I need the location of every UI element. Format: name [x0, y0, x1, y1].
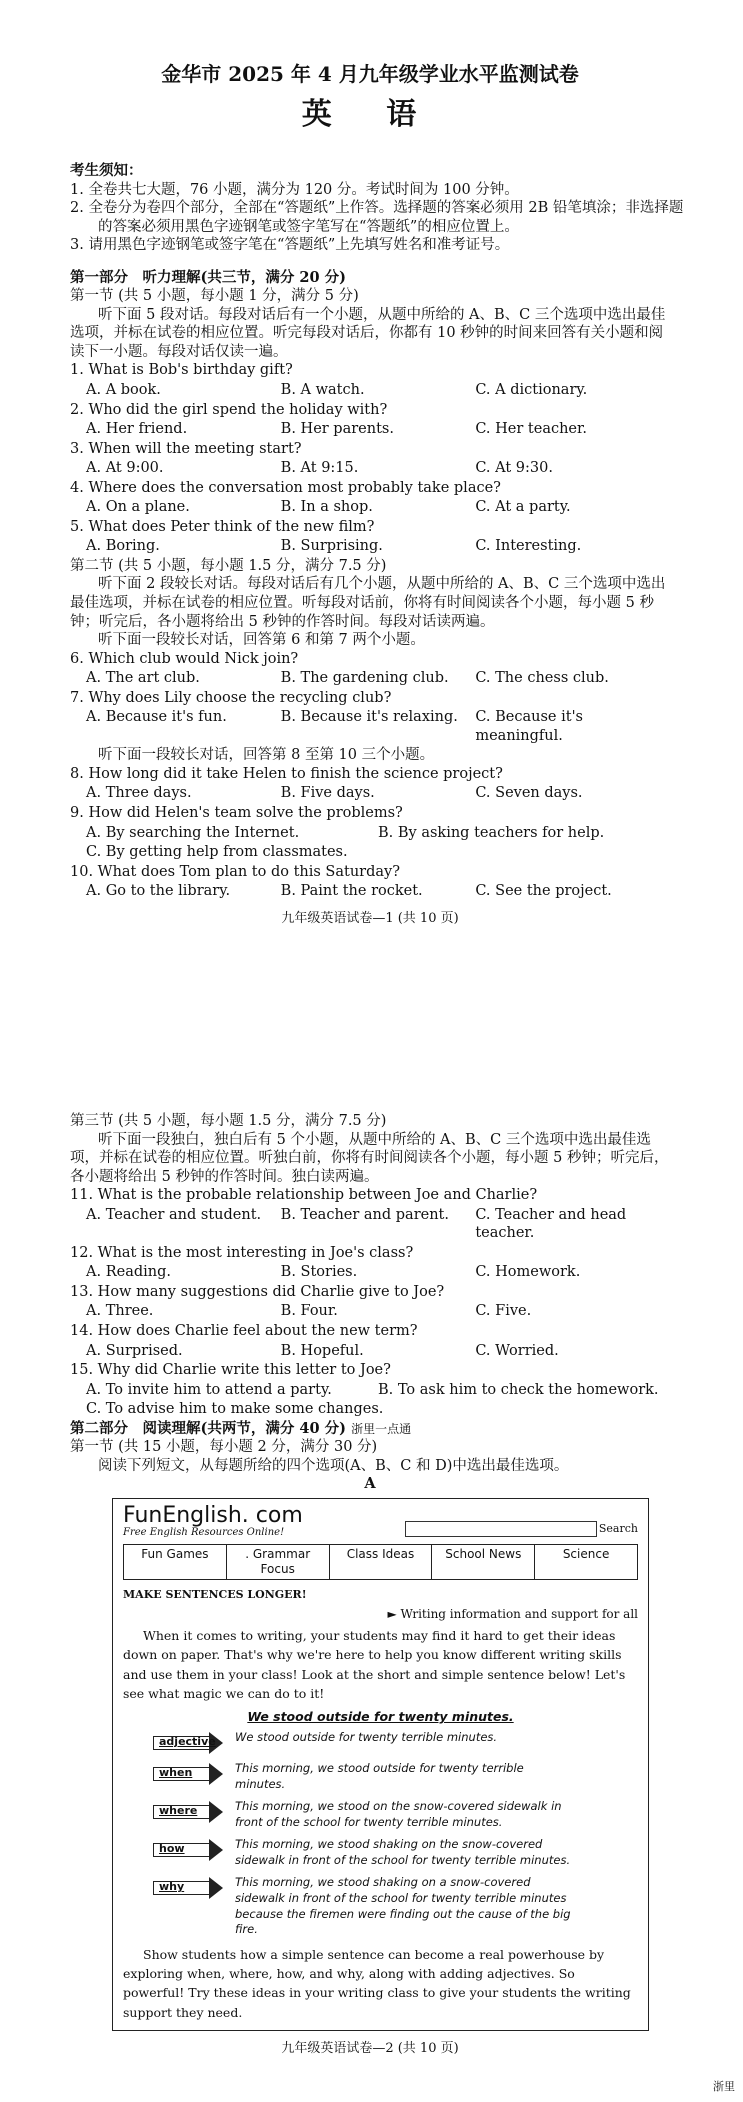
notice-line: 2. 全卷分为卷四个部分，全部在“答题纸”上作答。选择题的答案必须用 2B 铅笔填涂；非选择题: [70, 200, 684, 217]
option[interactable]: A. Three.: [86, 1303, 154, 1320]
option[interactable]: C. Seven days.: [475, 785, 583, 802]
option[interactable]: A. Her friend.: [86, 421, 188, 438]
option[interactable]: A. A book.: [86, 382, 161, 398]
nav-item-grammar-focus[interactable]: . Grammar Focus: [227, 1545, 330, 1580]
option[interactable]: B. Teacher and parent.: [280, 1206, 449, 1223]
step-label: why: [159, 1880, 185, 1894]
exam-page-2: [70, 1112, 670, 2058]
section1-instructions: 听下面 5 段对话。每段对话后有一个小题，从题中所给的 A、B、C 三个选项中选出最佳选项，并标在试卷的相应位置。听完每段对话后，你都有 10 秒钟的时间来回答有关小题和阅读下一小题。每段对话仅读一遍。: [70, 306, 666, 360]
step-sentence: This morning, we stood shaking on the snow-covered sidewalk in front of the school for twenty terrible minutes.: [235, 1837, 571, 1867]
section2-sub1: 听下面一段较长对话，回答第 6 和第 7 两个小题。: [98, 632, 425, 649]
question-item: [70, 804, 670, 862]
notice-line: 3. 请用黑色字迹钢笔或签字笔在“答题纸”上先填写姓名和准考证号。: [70, 237, 510, 254]
question-text: 13. How many suggestions did Charlie give to Joe?: [70, 1283, 445, 1300]
options: [86, 669, 670, 688]
question-text: 2. Who did the girl spend the holiday with?: [70, 401, 388, 418]
corner-mark: 浙里: [713, 2080, 735, 2093]
option[interactable]: A. On a plane.: [86, 499, 190, 516]
site-logo[interactable]: FunEnglish. com: [123, 1502, 303, 1528]
question-group-6-7: [70, 650, 670, 746]
site-tagline: Free English Resources Online!: [123, 1526, 285, 1538]
option[interactable]: A. Because it's fun.: [86, 709, 227, 726]
option[interactable]: B. Paint the rocket.: [280, 883, 423, 900]
question-item: [70, 518, 670, 556]
options: [86, 843, 670, 862]
question-group-11-14: [70, 1186, 670, 1360]
option[interactable]: A. At 9:00.: [86, 460, 164, 477]
options: [86, 1342, 670, 1361]
funenglish-passage: [112, 1498, 649, 2031]
options: [86, 537, 670, 556]
arrow-icon: [153, 1839, 225, 1861]
reading-section1-title: 第一节 (共 15 小题，每小题 2 分，满分 30 分): [70, 1439, 378, 1456]
reading-section1-instructions: 阅读下列短文，从每题所给的四个选项(A、B、C 和 D)中选出最佳选项。: [98, 1457, 569, 1474]
question-item: [70, 863, 670, 901]
question-text: 6. Which club would Nick join?: [70, 650, 299, 667]
question-item: [70, 1244, 670, 1282]
step-why: [153, 1875, 638, 1937]
option[interactable]: B. Hopeful.: [280, 1342, 364, 1359]
option[interactable]: C. To advise him to make some changes.: [86, 1401, 384, 1418]
arrow-icon: [153, 1732, 225, 1754]
exam-title: 金华市 2025 年 4 月九年级学业水平监测试卷: [161, 62, 579, 86]
option[interactable]: C. Because it's meaningful.: [475, 709, 584, 744]
option[interactable]: B. Four.: [280, 1303, 338, 1320]
passage-label: A: [364, 1475, 376, 1493]
section3-instructions: 听下面一段独白，独白后有 5 个小题，从题中所给的 A、B、C 三个选项中选出最佳选项，并标在试卷的相应位置。听独白前，你将有时间阅读各个小题，每小题 5 秒钟；听完后，各小题将给出 5 秒钟的作答时间。独白读两遍。: [70, 1131, 669, 1185]
arrow-icon: [153, 1877, 225, 1899]
arrow-icon: [153, 1801, 225, 1823]
options: [86, 1400, 670, 1419]
option[interactable]: B. Surprising.: [280, 538, 383, 555]
section2-title: 第二节 (共 5 小题，每小题 1.5 分，满分 7.5 分): [70, 557, 387, 574]
step-sentence: This morning, we stood shaking on a snow-covered sidewalk in front of the school for twenty terrible minutes because the firemen were finding out the cause of the big fire.: [235, 1875, 571, 1937]
options: [86, 824, 670, 843]
step-label: adjective: [159, 1735, 216, 1749]
option[interactable]: B. A watch.: [280, 382, 365, 398]
question-item: [70, 361, 670, 399]
step-sentence: We stood outside for twenty terrible minutes.: [235, 1730, 498, 1745]
option[interactable]: C. Interesting.: [475, 538, 582, 555]
search-input[interactable]: [405, 1521, 597, 1537]
options: [86, 459, 670, 478]
nav-item-science[interactable]: Science: [562, 1546, 610, 1561]
page-footer: 九年级英语试卷—1 (共 10 页): [281, 910, 459, 926]
option[interactable]: B. To ask him to check the homework.: [378, 1381, 659, 1398]
step-sentence: This morning, we stood outside for twenty terrible minutes.: [235, 1761, 524, 1791]
options: [86, 420, 670, 439]
option[interactable]: C. By getting help from classmates.: [86, 844, 348, 861]
question-text: 11. What is the probable relationship between Joe and Charlie?: [70, 1187, 538, 1204]
question-item: [70, 440, 670, 478]
option[interactable]: C. Five.: [475, 1303, 532, 1320]
article-intro: When it comes to writing, your students may find it hard to get their ideas down on paper. That's why we're here to help you know different writing skills and use them in your class! Look at the short and simple sentence below! Let's see what magic we can do to it!: [123, 1627, 626, 1702]
part2-title-text: 第二部分 阅读理解(共两节，满分 40 分): [70, 1419, 346, 1437]
step-label: when: [159, 1766, 193, 1780]
question-text: 8. How long did it take Helen to finish the science project?: [70, 765, 503, 782]
option[interactable]: A. To invite him to attend a party.: [86, 1381, 332, 1398]
option[interactable]: A. Surprised.: [86, 1342, 183, 1359]
question-text: 5. What does Peter think of the new film?: [70, 518, 375, 535]
question-text: 3. When will the meeting start?: [70, 440, 302, 457]
step-how: [153, 1837, 638, 1868]
exam-page-1: [70, 62, 684, 927]
option[interactable]: A. Boring.: [86, 538, 160, 555]
options: [86, 1206, 670, 1243]
option[interactable]: B. Because it's relaxing.: [280, 709, 458, 726]
section2-sub2: 听下面一段较长对话，回答第 8 至第 10 三个小题。: [98, 747, 435, 764]
options: [86, 1302, 670, 1321]
section1-title: 第一节 (共 5 小题，每小题 1 分，满分 5 分): [70, 288, 359, 305]
search-bar: [405, 1521, 638, 1537]
question-item: [70, 1322, 670, 1360]
step-when: [153, 1761, 638, 1792]
notice-title: 考生须知：: [70, 161, 143, 179]
exam-subject: 英 语: [301, 96, 439, 132]
option[interactable]: C. Her teacher.: [475, 421, 587, 438]
options: [86, 784, 670, 803]
article-subheading: ► Writing information and support for all: [387, 1606, 638, 1621]
nav-item-class-ideas[interactable]: Class Ideas: [330, 1545, 433, 1580]
section3-title: 第三节 (共 5 小题，每小题 1.5 分，满分 7.5 分): [70, 1113, 387, 1129]
question-text: 9. How did Helen's team solve the problems?: [70, 805, 403, 822]
option[interactable]: C. The chess club.: [475, 670, 609, 687]
option[interactable]: C. Teacher and head teacher.: [475, 1206, 627, 1242]
section2-instructions: 听下面 2 段较长对话。每段对话后有几个小题，从题中所给的 A、B、C 三个选项中选出最佳选项，并标在试卷的相应位置。听每段对话前，你将有时间阅读各个小题，每小题 5 秒钟；听完后，各小题将给出 5 秒钟的作答时间。每段对话读两遍。: [70, 576, 666, 630]
options: [86, 498, 670, 517]
option[interactable]: C. At a party.: [475, 499, 571, 516]
option[interactable]: A. Three days.: [86, 785, 192, 802]
question-text: 15. Why did Charlie write this letter to Joe?: [70, 1362, 391, 1379]
site-branding: [123, 1502, 303, 1540]
options: [86, 1381, 670, 1400]
page-footer: 九年级英语试卷—2 (共 10 页): [281, 2041, 459, 2057]
option[interactable]: B. By asking teachers for help.: [378, 824, 605, 841]
step-adjective: [153, 1730, 638, 1754]
option[interactable]: C. See the project.: [475, 883, 612, 900]
question-text: 14. How does Charlie feel about the new term?: [70, 1323, 418, 1340]
question-item: [70, 1186, 670, 1243]
option[interactable]: B. Stories.: [280, 1264, 358, 1281]
article-headline: MAKE SENTENCES LONGER!: [123, 1588, 307, 1602]
site-nav: [123, 1544, 638, 1581]
option[interactable]: C. Homework.: [475, 1264, 581, 1281]
notice-line: 的答案必须用黑色字迹钢笔或签字笔写在“答题纸”的相应位置上。: [98, 218, 519, 235]
nav-item-fun-games[interactable]: Fun Games: [124, 1545, 227, 1580]
option[interactable]: A. By searching the Internet.: [86, 824, 300, 841]
part2-title: [70, 1420, 670, 1439]
option[interactable]: A. Teacher and student.: [86, 1206, 262, 1223]
question-text: 10. What does Tom plan to do this Saturday?: [70, 863, 400, 880]
question-item: [70, 689, 670, 746]
arrow-icon: [153, 1763, 225, 1785]
step-label: how: [159, 1842, 185, 1856]
question-text: 12. What is the most interesting in Joe's class?: [70, 1244, 414, 1261]
question-text: 7. Why does Lily choose the recycling club?: [70, 689, 392, 706]
option[interactable]: B. Her parents.: [280, 421, 394, 438]
option[interactable]: B. Five days.: [280, 785, 375, 802]
option[interactable]: B. In a shop.: [280, 499, 373, 516]
question-item: [70, 479, 670, 517]
part1-title: 第一部分 听力理解(共三节，满分 20 分): [70, 268, 346, 286]
site-header: [123, 1502, 638, 1540]
options: [86, 1263, 670, 1282]
options: [86, 882, 670, 901]
source-mark: 浙里一点通: [351, 1421, 412, 1436]
question-text: 1. What is Bob's birthday gift?: [70, 362, 293, 379]
options: [86, 381, 670, 400]
question-item: [70, 1283, 670, 1321]
option[interactable]: C. A dictionary.: [475, 382, 588, 398]
notice-line: 1. 全卷共七大题，76 小题，满分为 120 分。考试时间为 100 分钟。: [70, 181, 519, 198]
option[interactable]: C. Worried.: [475, 1342, 559, 1359]
option[interactable]: A. The art club.: [86, 670, 200, 687]
step-where: [153, 1799, 638, 1830]
options: [86, 708, 670, 745]
search-button[interactable]: Search: [598, 1521, 638, 1535]
question-group-1-5: [70, 361, 670, 555]
question-item: [70, 650, 670, 688]
question-item: [70, 401, 670, 439]
option[interactable]: A. Reading.: [86, 1264, 171, 1281]
option[interactable]: B. The gardening club.: [280, 670, 449, 687]
question-item: [70, 1361, 670, 1419]
step-sentence: This morning, we stood on the snow-covered sidewalk in front of the school for twenty terrible minutes.: [235, 1799, 562, 1829]
question-text: 4. Where does the conversation most probably take place?: [70, 479, 501, 496]
option[interactable]: A. Go to the library.: [86, 883, 231, 900]
question-item: [70, 765, 670, 803]
article-outro: Show students how a simple sentence can become a real powerhouse by exploring when, where, how, and why, along with adding adjectives. So powerful! Try these ideas in your writing class to give your students the writing support they need.: [123, 1946, 631, 2020]
option[interactable]: B. At 9:15.: [280, 460, 359, 477]
nav-item-school-news[interactable]: School News: [432, 1545, 535, 1580]
base-sentence: We stood outside for twenty minutes.: [247, 1709, 514, 1725]
option[interactable]: C. At 9:30.: [475, 460, 553, 477]
step-label: where: [159, 1804, 198, 1818]
